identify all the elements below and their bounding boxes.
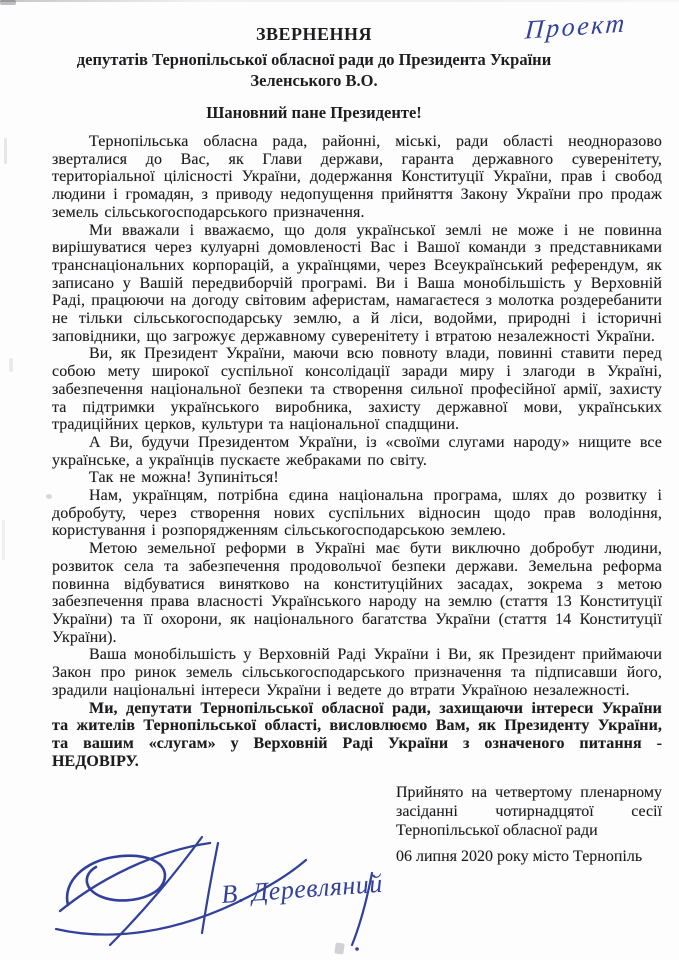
scan-artifact-corner-blob [0,0,16,5]
signature-ink-dot [355,947,359,951]
addressee-line: депутатів Тернопільської обласної ради до Президента України [76,50,552,69]
closing-paragraph: Ми, депутати Тернопільської обласної ради, захищаючи інтереси України та жителів Тернопільської області, висловлюємо Вам, як Президенту України, та вашим «слугам» у Верховній Раді України з означеного питання - НЕДОВІРУ. [52,699,662,770]
addressee-name: Зеленського В.О. [250,71,378,90]
paragraph-3: Ви, як Президент України, маючи всю повноту влади, повинні ставити перед собою мету широкої суспільної консолідації заради миру і злагоди в Україні, забезпечення національної безпеки та створення сильної професійної армії, захисту та підтримки українського виробника, захисту державної мови, українських традиційних церков, культури та національної спадщини. [52,345,662,434]
signature-flourish-loop [67,856,165,905]
paragraph-2: Ми вважали і вважаємо, що доля української землі не може і не повинна вирішуватися через кулуарні домовленості Вас і Вашої команди з представниками транснаціональних корпорацій, а українцями, через Всеукраїнський референдум, як записано у Вашій передвиборчій програмі. Ви і Ваша монобільшість у Верховній Раді, працюючи на догоду світовим аферистам, намагаєтеся з молотка роздеребанити не тільки сільськогосподарську землю, а й ліси, водойми, природні і історичні заповідники, що загрожує державному суверенітету і втратою незалежності України. [52,221,662,345]
handwritten-signature [52,833,402,951]
paragraph-8: Ваша монобільшість у Верховній Раді України і Ви, як Президент приймаючи Закон про ринок земель сільськогосподарського призначення та підписавши його, зрадили національні інтереси України і ведете до втрати Україною незалежності. [52,646,662,699]
signature-slash-before-name [202,843,218,933]
paragraph-1: Тернопільська обласна рада, районні, міські, ради області неодноразово зверталися до Вас, як Глави держави, гаранта державного суверенітету, територіальної цілісності України, додержання Конституції України, прав і свобод людини і громадян, з приводу недопущення прийняття Закону України про продаж земель сільськогосподарського призначення. [52,133,662,221]
paragraph-6: Нам, українцям, потрібна єдина національна програма, шлях до розвитку і добробуту, через створення нових суспільних відносин щодо прав володіння, користування і розпорядженням сільськогосподарською землею. [52,487,662,540]
salutation: Шановний пане Президенте! [206,103,422,122]
paragraph-7: Метою земельної реформи в Україні має бути виключно добробут людини, розвиток села та забезпечення продовольчої безпеки держави. Земельна реформа повинна відбуватися винятково на конституційних засадах, зокрема з метою забезпечення права власності Українського народу на землю (стаття 13 Конституції України) та її охорони, як національного багатства України (стаття 14 Конституції України). [52,540,662,646]
handwritten-note-proekt: Проект [524,8,628,45]
scan-artifact-left-smudge [2,520,5,560]
document-body [52,133,662,770]
signature-flourish-cross [60,843,210,911]
document-title: ЗВЕРНЕННЯ [255,24,372,44]
paragraph-4: А Ви, будучи Президентом України, із «своїми слугами народу» нищите все українське, а українців пускаєте жебраками по світу. [52,433,662,469]
scan-artifact-left-smudge [4,138,7,164]
document-header [52,24,576,123]
paragraph-5: Так не можна! Зупиніться! [89,469,279,487]
adoption-block [396,783,662,866]
adoption-note: Прийнято на четвертому пленарному засіданні чотирнадцятої сесії Тернопільської обласної ради [396,784,662,840]
scan-artifact-left-smudge [9,358,13,372]
signature-name: В. Деревляний [220,868,384,909]
scan-artifact-top-streak [0,0,679,2]
adoption-date: 06 липня 2020 року місто Тернопіль [396,848,643,866]
